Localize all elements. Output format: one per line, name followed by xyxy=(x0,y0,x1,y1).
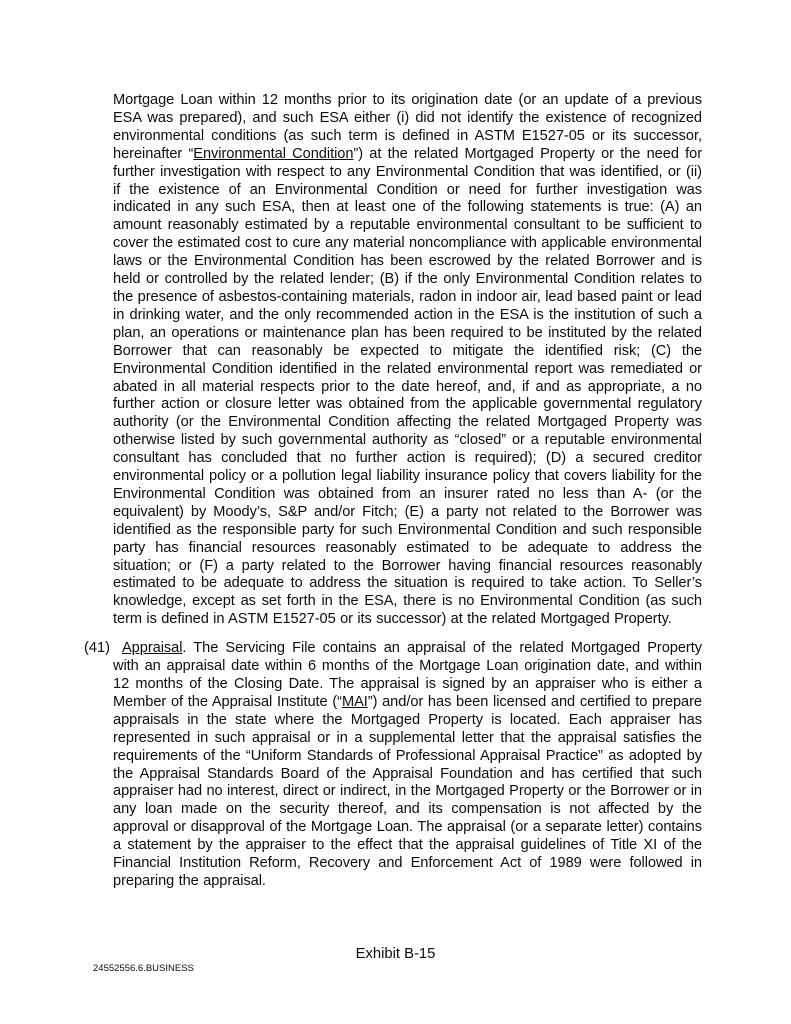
defined-term-underlined: MAI xyxy=(341,693,368,710)
text-segment: ”) at the related Mortgaged Property or the need for further investigation with respect to any Environmental Condition that was identified, or (ii) if the existence of an Environmental Condition or need for further investigation was indicated in any such ESA, then at least one of the following statements is true: (A) an amount reasonably estimated by a reputable environmental consultant to be sufficient to cover the estimated cost to cure any material noncompliance with applicable environmental laws or the Environmental Condition has been escrowed by the related Borrower and is held or controlled by the related lender; (B) if the only Environmental Condition relates to the presence of asbestos-containing materials, radon in indoor air, lead based paint or lead in drinking water, and the only recommended action in the ESA is the institution of such a plan, an operations or maintenance plan has been required to be instituted by the related Borrower that can reasonably be expected to mitigate the identified risk; (C) the Environmental Condition identified in the related environmental report was remediated or abated in all material respects prior to the date hereof, and, if and as appropriate, a no further action or closure letter was obtained from the applicable governmental regulatory authority (or the Environmental Condition affecting the related Mortgaged Property was otherwise listed by such governmental authority as “closed” or a reputable environmental consultant has concluded that no further action is required); (D) a secured creditor environmental policy or a pollution legal liability insurance policy that covers liability for the Environmental Condition was obtained from an insurer rated no less than A- (or the equivalent) by Moody’s, S&P and/or Fitch; (E) a party not related to the Borrower was identified as the responsible party for such Environmental Condition and such responsible party has financial resources reasonably estimated to be adequate to address the situation; or (F) a party related to the Borrower having financial resources reasonably estimated to be adequate to address the situation is required to take action. To Seller’s knowledge, except as set forth in the ESA, there is no Environmental Condition (as such term is defined in ASTM E1527-05 or its successor) at the related Mortgaged Property. xyxy=(113,145,703,628)
text-segment: Mortgage Loan within 12 months prior to its origination date (or an update of a previous ESA was prepared), and such ESA either (i) did not identify the existence of recognized environmental conditions (as such term is defined in ASTM E1527-05 or its successor, hereinafter “ xyxy=(113,92,702,162)
page-body xyxy=(84,92,703,891)
defined-term-underlined: Environmental Condition xyxy=(193,145,354,162)
document-id-stamp: 24552556.6.BUSINESS xyxy=(93,963,194,974)
item-number: (41) xyxy=(84,640,110,657)
numbered-item-41 xyxy=(84,640,702,891)
defined-term-underlined: Appraisal xyxy=(122,640,183,657)
text-segment: ”) and/or has been licensed and certified to prepare appraisals in the state where the Mortgaged Property is located. Each appraiser has represented in such appraisal or in a supplemental letter that the appraisal satisfies the requirements of the “Uniform Standards of Professional Appraisal Practice” as adopted by the Appraisal Standards Board of the Appraisal Foundation and has certified that such appraiser had no interest, direct or indirect, in the Mortgaged Property or the Borrower or in any loan made on the security thereof, and its compensation is not affected by the approval or disapproval of the Mortgage Loan. The appraisal (or a separate letter) contains a statement by the appraiser to the effect that the appraisal guidelines of Title XI of the Financial Institution Reform, Recovery and Enforcement Act of 1989 were followed in preparing the appraisal. xyxy=(113,693,702,889)
text-segment: . The Servicing File contains an appraisal of the related Mortgaged Property with an appraisal date within 6 months of the Mortgage Loan origination date, and within 12 months of the Closing Date. The appraisal is signed by an appraiser who is either a Member of the Appraisal Institute (“ xyxy=(113,640,702,710)
paragraph-appraisal xyxy=(113,640,702,891)
exhibit-page-label: Exhibit B-15 xyxy=(355,946,436,962)
paragraph-environmental-condition xyxy=(113,92,702,629)
